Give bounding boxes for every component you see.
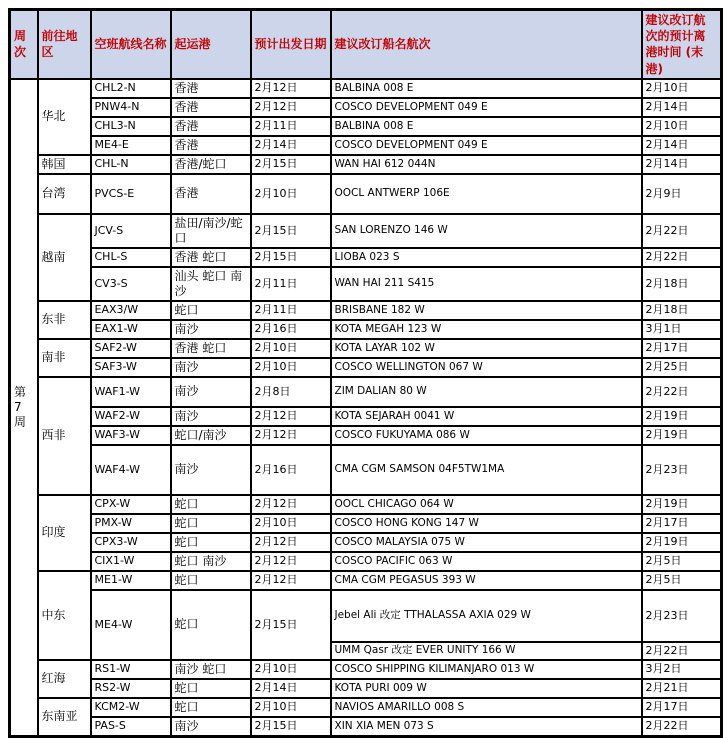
etd-cell[interactable]: 2月15日 [251, 717, 331, 737]
etd-cell[interactable]: 2月12日 [251, 426, 331, 445]
alt-etd-cell[interactable]: 2月22日 [642, 248, 722, 267]
route-cell[interactable]: EAX3/W [91, 301, 171, 320]
port-cell[interactable]: 香港 [171, 174, 251, 214]
port-cell[interactable]: 蛇口 [171, 514, 251, 533]
region-cell[interactable]: 东非 [38, 301, 91, 339]
region-cell[interactable]: 西非 [38, 377, 91, 495]
etd-cell[interactable]: 2月11日 [251, 117, 331, 136]
vessel-cell[interactable]: CMA CGM SAMSON 04F5TW1MA [331, 445, 642, 495]
alt-etd-cell[interactable]: 2月17日 [642, 339, 722, 358]
region-cell[interactable]: 台湾 [38, 174, 91, 214]
etd-cell[interactable]: 2月10日 [251, 698, 331, 717]
table-row [10, 301, 722, 320]
etd-cell[interactable]: 2月10日 [251, 660, 331, 679]
table-row [10, 495, 722, 514]
port-cell[interactable]: 香港 [171, 98, 251, 117]
etd-cell[interactable]: 2月12日 [251, 495, 331, 514]
region-cell[interactable]: 越南 [38, 214, 91, 301]
alt-etd-cell[interactable]: 2月14日 [642, 136, 722, 155]
route-cell[interactable]: PVCS-E [91, 174, 171, 214]
etd-cell[interactable]: 2月12日 [251, 407, 331, 426]
port-cell[interactable]: 香港/蛇口 [171, 155, 251, 174]
etd-cell[interactable]: 2月10日 [251, 339, 331, 358]
vessel-cell[interactable]: KOTA PURI 009 W [331, 679, 642, 698]
alt-etd-cell[interactable]: 2月10日 [642, 79, 722, 98]
table-row [10, 426, 722, 445]
etd-cell[interactable]: 2月12日 [251, 98, 331, 117]
route-cell[interactable]: CHL3-N [91, 117, 171, 136]
table-row [10, 267, 722, 301]
port-cell[interactable]: 南沙 [171, 377, 251, 407]
alt-etd-cell[interactable]: 2月17日 [642, 514, 722, 533]
table-row [10, 358, 722, 377]
shipping-schedule-table-wrap [8, 8, 723, 738]
region-cell[interactable]: 红海 [38, 660, 91, 698]
table-row [10, 552, 722, 571]
vessel-cell[interactable]: COSCO WELLINGTON 067 W [331, 358, 642, 377]
route-cell[interactable]: PAS-S [91, 717, 171, 737]
route-cell[interactable]: WAF3-W [91, 426, 171, 445]
etd-cell[interactable]: 2月15日 [251, 214, 331, 248]
port-cell[interactable]: 盐田/南沙/蛇口 [171, 214, 251, 248]
etd-cell[interactable]: 2月15日 [251, 590, 331, 660]
alt-etd-cell[interactable]: 2月19日 [642, 426, 722, 445]
region-cell[interactable]: 东南亚 [38, 698, 91, 737]
route-cell[interactable]: ME4-W [91, 590, 171, 660]
table-row [10, 445, 722, 495]
port-cell[interactable]: 香港 [171, 79, 251, 98]
route-cell[interactable]: CHL-N [91, 155, 171, 174]
alt-etd-cell[interactable]: 2月23日 [642, 445, 722, 495]
route-cell[interactable]: SAF3-W [91, 358, 171, 377]
vessel-cell[interactable]: ZIM DALIAN 80 W [331, 377, 642, 407]
route-cell[interactable]: CPX-W [91, 495, 171, 514]
route-cell[interactable]: CHL-S [91, 248, 171, 267]
vessel-cell[interactable]: UMM Qasr 改定 EVER UNITY 166 W [331, 642, 642, 660]
alt-etd-cell[interactable]: 3月2日 [642, 660, 722, 679]
port-cell[interactable]: 蛇口/南沙 [171, 426, 251, 445]
table-row [10, 339, 722, 358]
alt-etd-cell[interactable]: 2月22日 [642, 214, 722, 248]
etd-cell[interactable]: 2月12日 [251, 552, 331, 571]
alt-etd-cell[interactable]: 2月5日 [642, 571, 722, 590]
week-cell[interactable]: 第7周 [10, 79, 38, 737]
table-row [10, 248, 722, 267]
region-cell[interactable]: 印度 [38, 495, 91, 571]
etd-cell[interactable]: 2月14日 [251, 679, 331, 698]
route-cell[interactable]: WAF1-W [91, 377, 171, 407]
region-cell[interactable]: 韩国 [38, 155, 91, 174]
port-cell[interactable]: 南沙 [171, 407, 251, 426]
port-cell[interactable]: 南沙 [171, 445, 251, 495]
route-cell[interactable]: CIX1-W [91, 552, 171, 571]
port-cell[interactable]: 蛇口 [171, 679, 251, 698]
region-cell[interactable]: 中东 [38, 571, 91, 660]
header-port: 起运港 [171, 10, 251, 79]
table-row [10, 679, 722, 698]
table-row [10, 407, 722, 426]
vessel-cell[interactable]: Jebel Ali 改定 TTHALASSA AXIA 029 W [331, 590, 642, 642]
alt-etd-cell[interactable]: 2月21日 [642, 679, 722, 698]
etd-cell[interactable]: 2月10日 [251, 174, 331, 214]
header-row [10, 10, 722, 79]
vessel-cell[interactable]: OOCL ANTWERP 106E [331, 174, 642, 214]
table-row [10, 79, 722, 98]
route-cell[interactable]: PNW4-N [91, 98, 171, 117]
vessel-cell[interactable]: LIOBA 023 S [331, 248, 642, 267]
route-cell[interactable]: WAF2-W [91, 407, 171, 426]
header-etd: 预计出发日期 [251, 10, 331, 79]
port-cell[interactable]: 汕头 蛇口 南沙 [171, 267, 251, 301]
port-cell[interactable]: 香港 [171, 136, 251, 155]
alt-etd-cell[interactable]: 2月22日 [642, 377, 722, 407]
alt-etd-cell[interactable]: 2月19日 [642, 495, 722, 514]
etd-cell[interactable]: 2月12日 [251, 571, 331, 590]
alt-etd-cell[interactable]: 2月14日 [642, 98, 722, 117]
vessel-cell[interactable]: WAN HAI 211 S415 [331, 267, 642, 301]
region-cell[interactable]: 南非 [38, 339, 91, 377]
table-row [10, 514, 722, 533]
route-cell[interactable]: CV3-S [91, 267, 171, 301]
port-cell[interactable]: 蛇口 南沙 [171, 552, 251, 571]
route-cell[interactable]: ME4-E [91, 136, 171, 155]
route-cell[interactable]: RS2-W [91, 679, 171, 698]
etd-cell[interactable]: 2月12日 [251, 79, 331, 98]
table-row [10, 214, 722, 248]
etd-cell[interactable]: 2月15日 [251, 155, 331, 174]
table-row [10, 533, 722, 552]
alt-etd-cell[interactable]: 2月18日 [642, 301, 722, 320]
region-cell[interactable]: 华北 [38, 79, 91, 155]
port-cell[interactable]: 蛇口 [171, 533, 251, 552]
vessel-cell[interactable]: CMA CGM PEGASUS 393 W [331, 571, 642, 590]
port-cell[interactable]: 蛇口 [171, 698, 251, 717]
table-row [10, 590, 722, 642]
port-cell[interactable]: 香港 [171, 117, 251, 136]
route-cell[interactable]: CHL2-N [91, 79, 171, 98]
etd-cell[interactable]: 2月14日 [251, 136, 331, 155]
header-route: 空班航线名称 [91, 10, 171, 79]
port-cell[interactable]: 南沙 [171, 320, 251, 339]
port-cell[interactable]: 蛇口 [171, 495, 251, 514]
table-row [10, 320, 722, 339]
header-vessel: 建议改订船名航次 [331, 10, 642, 79]
route-cell[interactable]: CPX3-W [91, 533, 171, 552]
vessel-cell[interactable]: NAVIOS AMARILLO 008 S [331, 698, 642, 717]
vessel-cell[interactable]: COSCO DEVELOPMENT 049 E [331, 98, 642, 117]
vessel-cell[interactable]: XIN XIA MEN 073 S [331, 717, 642, 737]
port-cell[interactable]: 蛇口 [171, 301, 251, 320]
route-cell[interactable]: SAF2-W [91, 339, 171, 358]
etd-cell[interactable]: 2月10日 [251, 358, 331, 377]
vessel-cell[interactable]: COSCO HONG KONG 147 W [331, 514, 642, 533]
table-row [10, 174, 722, 214]
route-cell[interactable]: KCM2-W [91, 698, 171, 717]
etd-cell[interactable]: 2月10日 [251, 514, 331, 533]
vessel-cell[interactable]: BALBINA 008 E [331, 117, 642, 136]
etd-cell[interactable]: 2月11日 [251, 267, 331, 301]
table-row [10, 660, 722, 679]
etd-cell[interactable]: 2月16日 [251, 445, 331, 495]
vessel-cell[interactable]: KOTA LAYAR 102 W [331, 339, 642, 358]
vessel-cell[interactable]: WAN HAI 612 044N [331, 155, 642, 174]
vessel-cell[interactable]: COSCO FUKUYAMA 086 W [331, 426, 642, 445]
vessel-cell[interactable]: COSCO SHIPPING KILIMANJARO 013 W [331, 660, 642, 679]
vessel-cell[interactable]: KOTA SEJARAH 0041 W [331, 407, 642, 426]
header-region: 前往地区 [38, 10, 91, 79]
alt-etd-cell[interactable]: 2月25日 [642, 358, 722, 377]
alt-etd-cell[interactable]: 2月19日 [642, 533, 722, 552]
route-cell[interactable]: ME1-W [91, 571, 171, 590]
alt-etd-cell[interactable]: 2月5日 [642, 552, 722, 571]
table-row [10, 155, 722, 174]
alt-etd-cell[interactable]: 2月17日 [642, 698, 722, 717]
alt-etd-cell[interactable]: 3月1日 [642, 320, 722, 339]
alt-etd-cell[interactable]: 2月14日 [642, 155, 722, 174]
header-week: 周次 [10, 10, 38, 79]
vessel-cell[interactable]: COSCO PACIFIC 063 W [331, 552, 642, 571]
table-row [10, 717, 722, 737]
route-cell[interactable]: WAF4-W [91, 445, 171, 495]
etd-cell[interactable]: 2月8日 [251, 377, 331, 407]
vessel-cell[interactable]: BALBINA 008 E [331, 79, 642, 98]
table-row [10, 698, 722, 717]
port-cell[interactable]: 香港 蛇口 [171, 248, 251, 267]
table-row [10, 117, 722, 136]
table-row [10, 136, 722, 155]
port-cell[interactable]: 香港 蛇口 [171, 339, 251, 358]
alt-etd-cell[interactable]: 2月22日 [642, 642, 722, 660]
etd-cell[interactable]: 2月12日 [251, 533, 331, 552]
route-cell[interactable]: EAX1-W [91, 320, 171, 339]
route-cell[interactable]: RS1-W [91, 660, 171, 679]
route-cell[interactable]: PMX-W [91, 514, 171, 533]
table-row [10, 377, 722, 407]
table-row [10, 98, 722, 117]
port-cell[interactable]: 蛇口 [171, 571, 251, 590]
alt-etd-cell[interactable]: 2月22日 [642, 717, 722, 737]
port-cell[interactable]: 蛇口 [171, 590, 251, 660]
vessel-cell[interactable]: SAN LORENZO 146 W [331, 214, 642, 248]
shipping-schedule-table [8, 8, 723, 738]
alt-etd-cell[interactable]: 2月23日 [642, 590, 722, 642]
header-alt-etd: 建议改订航次的预计离港时间 (末港) [642, 10, 722, 79]
vessel-cell[interactable]: BRISBANE 182 W [331, 301, 642, 320]
port-cell[interactable]: 南沙 [171, 717, 251, 737]
route-cell[interactable]: JCV-S [91, 214, 171, 248]
alt-etd-cell[interactable]: 2月9日 [642, 174, 722, 214]
vessel-cell[interactable]: COSCO MALAYSIA 075 W [331, 533, 642, 552]
schedule-table-body [10, 79, 722, 737]
table-row [10, 571, 722, 590]
alt-etd-cell[interactable]: 2月18日 [642, 267, 722, 301]
vessel-cell[interactable]: OOCL CHICAGO 064 W [331, 495, 642, 514]
vessel-cell[interactable]: COSCO DEVELOPMENT 049 E [331, 136, 642, 155]
etd-cell[interactable]: 2月11日 [251, 301, 331, 320]
alt-etd-cell[interactable]: 2月10日 [642, 117, 722, 136]
port-cell[interactable]: 南沙 蛇口 [171, 660, 251, 679]
vessel-cell[interactable]: KOTA MEGAH 123 W [331, 320, 642, 339]
alt-etd-cell[interactable]: 2月19日 [642, 407, 722, 426]
etd-cell[interactable]: 2月15日 [251, 248, 331, 267]
etd-cell[interactable]: 2月16日 [251, 320, 331, 339]
port-cell[interactable]: 南沙 [171, 358, 251, 377]
